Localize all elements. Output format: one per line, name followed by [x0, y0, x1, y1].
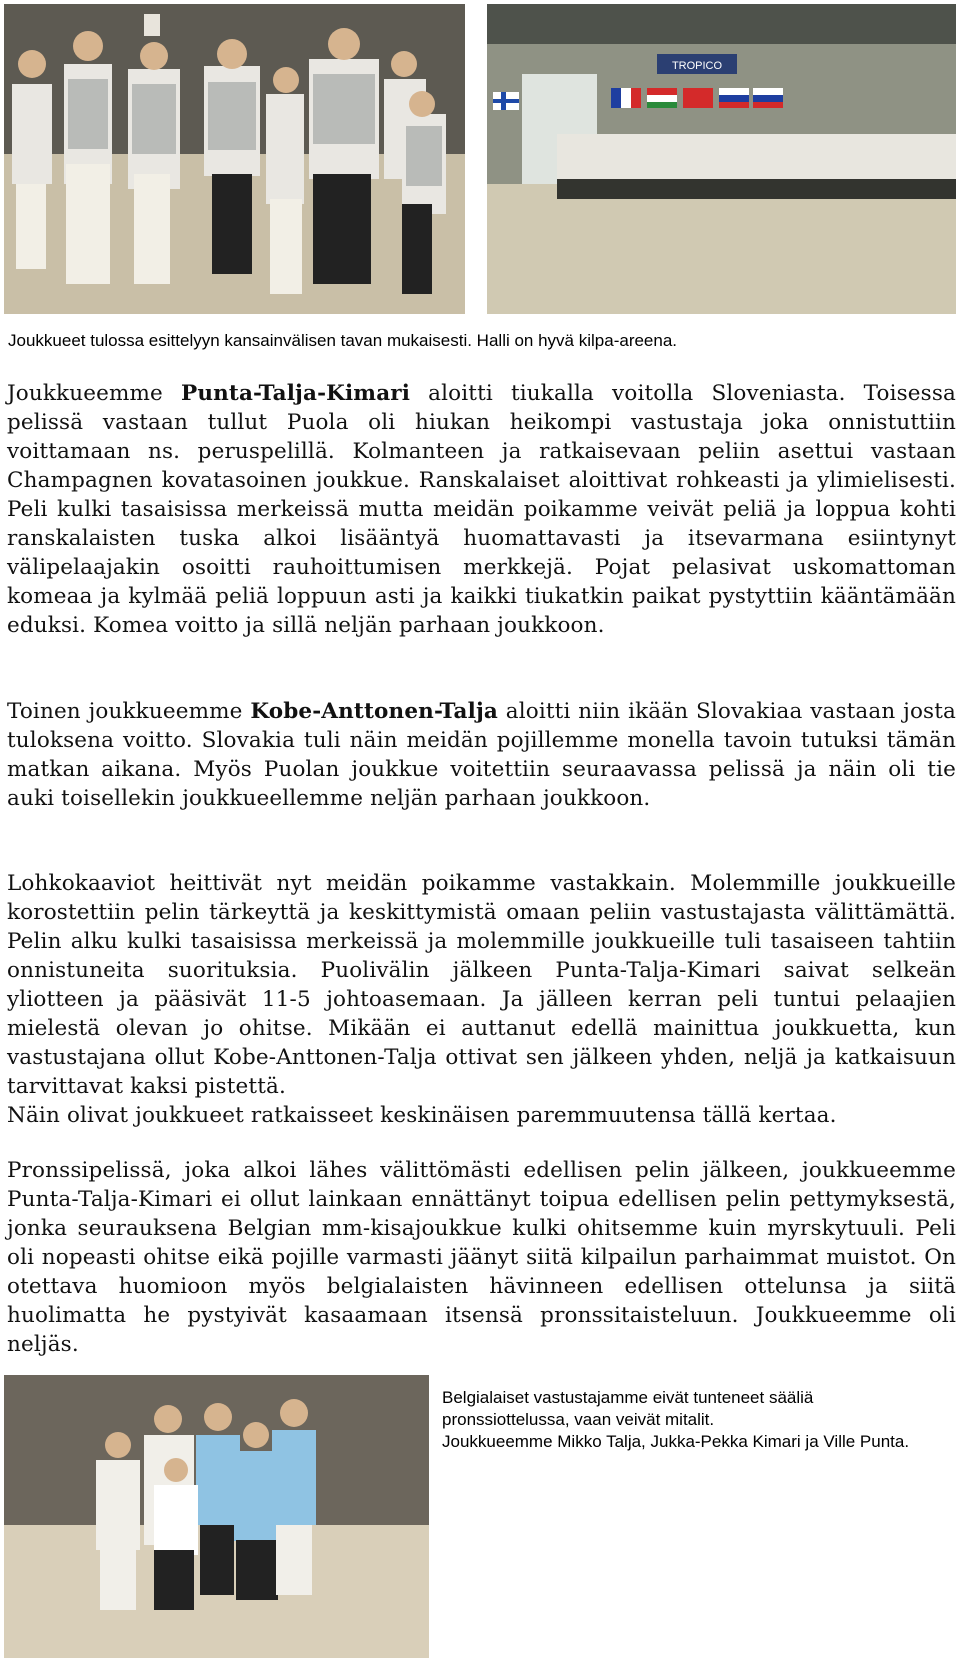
team-portrait-illustration [4, 1375, 429, 1658]
article-paragraph-4: Pronssipelissä, joka alkoi lähes välittömästi edellisen pelin jälkeen, joukkueemme Punta-Talja-Kimari ei ollut lainkaan ennättänyt toipua edellisen pelin pettymyksestä, jonka seurauksena Belgian mm-kisajoukkue kulki ohitsemme kuin myrskytuuli. Peli oli nopeasti ohitse eikä pojille varmasti jäänyt siitä kilpailun parhaimmat muistot. On otettava huomioon myös belgialaisten hävinneen edellisen ottelunsa ja siitä huolimatta he pystyivät kasaamaan itsensä pronssitaisteluun. Joukkueemme oli neljäs. [7, 1158, 956, 1357]
hall-teams-illustration [487, 4, 956, 314]
para1-intro: Joukkueemme [7, 381, 182, 406]
article-paragraph-3 [7, 869, 956, 1130]
hall-sign-text: TROPICO [671, 60, 723, 72]
bottom-caption-line1: Belgialaiset vastustajamme eivät tunteneet sääliä pronssiottelussa, vaan veivät mitalit. [442, 1388, 814, 1429]
para1-body: aloitti tiukalla voitolla Sloveniasta. Toisessa pelissä vastaan tullut Puola oli hiukan heikompi vastustaja joka onnistuttiin voittamaan ns. peruspelillä. Kolmanteen ja ratkaisevaan peliin asettui vastaan Champagnen kovatasoinen joukkue. Ranskalaiset aloittivat rohkeasti ja ylimielisesti. Peli kulki tasaisissa merkeissä mutta meidän poikamme veivät peliä ja loppua kohti ranskalaisten tuska alkoi lisääntyä huomattavasti ja itsevarmana esiintynyt välipelaajakin osoitti rauhoittumisen merkkejä. Pojat pelasivat uskomattoman komeaa ja kylmää peliä loppuun asti ja kaikki tiukatkin paikat pystyttiin kääntämään eduksi. Komea voitto ja sillä neljän parhaan joukkoon. [7, 381, 956, 638]
top-photos-caption: Joukkueet tulossa esittelyyn kansainvälisen tavan mukaisesti. Halli on hyvä kilpa-areena. [8, 331, 678, 350]
para2-body: aloitti niin ikään Slovakiaa vastaan josta tuloksena voitto. Slovakia tuli näin meidän pojillemme monella tavoin tutuksi tämän matkan aikana. Myös Puolan joukkue voitettiin seuraavassa pelissä ja näin oli tie auki toisellekin joukkueellemme neljän parhaan joukkoon. [7, 699, 956, 811]
para3-body: Lohkokaaviot heittivät nyt meidän poikamme vastakkain. Molemmille joukkueille korostettiin pelin tärkeyttä ja keskittymistä omaan peliin vastustajasta välittämättä. Pelin alku kulki tasaisissa merkeissä ja molemmille joukkueille tuli tasaiseen tahtiin onnistuneita suorituksia. Puolivälin jälkeen Punta-Talja-Kimari saivat selkeän yliotteen ja pääsivät 11-5 johtoasemaan. Ja jälleen kerran peli tuntui pelaajien mielestä olevan jo ohitse. Mikään ei auttanut edellä mainittua joukkuetta, kun vastustajana ollut Kobe-Anttonen-Talja ottivat sen jälkeen yhden, neljä ja katkaisuun tarvittavat kaksi pistettä. [7, 871, 956, 1099]
team-lineup-photo [4, 4, 465, 314]
team-portrait-photo [4, 1375, 429, 1658]
bottom-caption-line2: Joukkueemme Mikko Talja, Jukka-Pekka Kimari ja Ville Punta. [442, 1432, 910, 1451]
para3-last-line: Näin olivat joukkueet ratkaisseet keskinäisen paremmuutensa tällä kertaa. [7, 1103, 837, 1128]
article-paragraph-2 [7, 697, 956, 813]
para2-intro: Toinen joukkueemme [7, 699, 251, 724]
team-name-punta-talja-kimari: Punta-Talja-Kimari [181, 381, 411, 406]
bottom-photo-caption [442, 1387, 942, 1453]
hall-teams-photo [487, 4, 956, 314]
team-lineup-illustration [4, 4, 465, 314]
article-paragraph-1 [7, 379, 956, 640]
team-name-kobe-anttonen-talja: Kobe-Anttonen-Talja [250, 699, 498, 724]
